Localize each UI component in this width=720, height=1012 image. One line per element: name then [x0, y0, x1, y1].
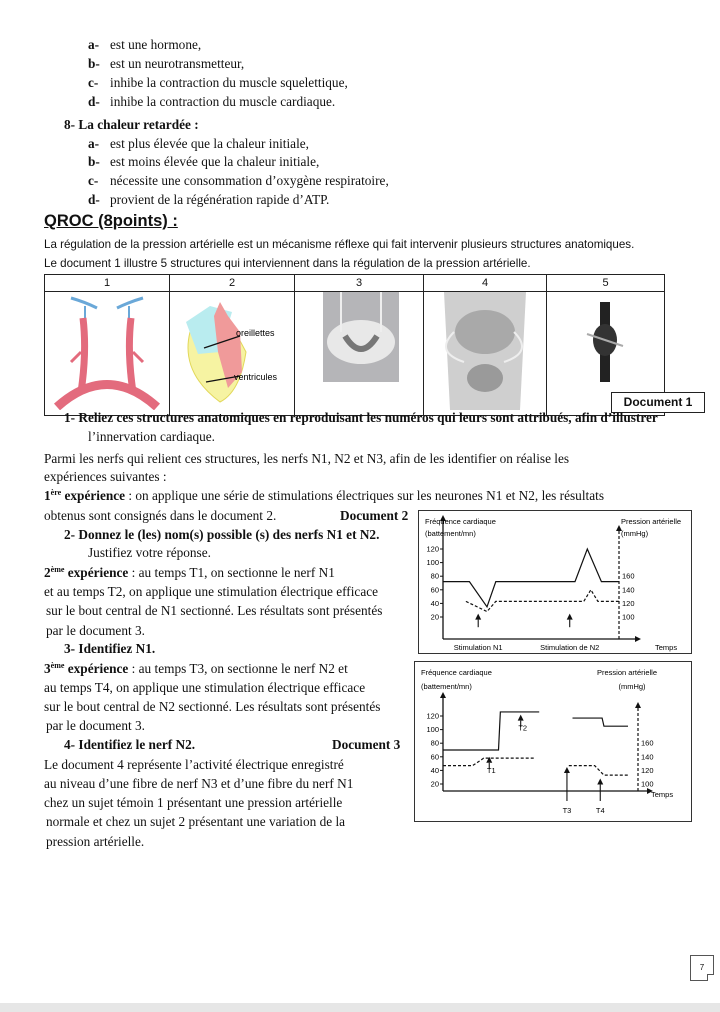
arrow-up-icon — [597, 779, 603, 785]
option-label: b- — [88, 56, 100, 71]
option-b — [88, 56, 244, 72]
paragraph-nerfs: Parmi les nerfs qui relient ces structures, les nerfs N1, N2 et N3, afin de les identifier on réalise les — [44, 451, 570, 466]
paragraph-doc4-2: au niveau d’une fibre de nerf N3 et d’une fibre du nerf N1 — [44, 776, 354, 791]
col-header: 1 — [45, 275, 170, 292]
heart-rate-line — [573, 718, 629, 726]
exp-title: expérience — [64, 565, 129, 580]
option-label: a- — [88, 136, 100, 151]
option-text: inhibe la contraction du muscle cardiaque. — [110, 94, 336, 109]
annotation-label: T3 — [562, 806, 572, 815]
question-2-cont: Justifiez votre réponse. — [88, 545, 211, 560]
y-tick-label-left: 120 — [426, 711, 439, 721]
document-2-chart-svg — [419, 511, 691, 653]
q8-option-c — [88, 173, 389, 189]
y-tick-label-left: 40 — [430, 765, 439, 775]
arrow-up-icon — [564, 767, 570, 773]
y-tick-label-right: 100 — [622, 612, 635, 622]
heart-label-ventricules: ventricules — [234, 372, 278, 382]
page-number: 7 — [690, 955, 714, 981]
question-2 — [64, 527, 379, 543]
qroc-intro-1: La régulation de la pression artérielle est un mécanisme réflexe qui fait intervenir plusieurs structures anatomiques. — [44, 238, 635, 251]
col-header: 2 — [170, 275, 295, 292]
option-c — [88, 75, 348, 91]
y-tick-label-right: 140 — [641, 752, 654, 762]
y-axis-right-unit: (mmHg) — [618, 682, 646, 691]
y-axis-left-unit: (battement/mn) — [421, 682, 472, 691]
exp-text: : on applique une série de stimulations électriques sur les neurones N1 et N2, les résultats — [125, 488, 604, 503]
option-text: est un neurotransmetteur, — [110, 56, 245, 71]
y-tick-label-right: 140 — [622, 585, 635, 595]
question-2-text: 2- Donnez le (les) nom(s) possible (s) des nerfs N1 et N2. — [64, 527, 380, 542]
y-tick-label-left: 60 — [430, 585, 439, 595]
y-tick-label-left: 80 — [430, 571, 439, 581]
question-1-cont: l’innervation cardiaque. — [88, 429, 216, 444]
option-label: c- — [88, 173, 99, 188]
exp-sup: ème — [50, 661, 65, 670]
option-label: b- — [88, 154, 100, 169]
y-axis-right-title: Pression artérielle — [596, 668, 658, 677]
experience-2-line4: par le document 3. — [46, 623, 145, 638]
exp-title: expérience — [61, 488, 126, 503]
y-tick-label-left: 80 — [430, 738, 439, 748]
structure-1-arteries-image — [45, 292, 170, 416]
q8-option-b — [88, 154, 319, 170]
option-label: d- — [88, 192, 100, 207]
y-tick-label-left: 100 — [426, 725, 439, 735]
paragraph-nerfs-cont: expériences suivantes : — [44, 469, 167, 484]
exp-text: : au temps T1, on sectionne le nerf N1 — [128, 565, 335, 580]
exp-sup: ème — [50, 565, 65, 574]
y-tick-label-left: 20 — [430, 779, 439, 789]
y-tick-label-right: 100 — [641, 779, 654, 789]
annotation-label: T4 — [595, 806, 605, 815]
y-axis-left-title: Fréquence cardiaque — [421, 668, 492, 677]
question-1 — [64, 410, 658, 426]
heart-label-oreillettes: oreillettes — [236, 328, 275, 338]
experience-3-line4: par le document 3. — [46, 718, 145, 733]
option-text: est plus élevée que la chaleur initiale, — [110, 136, 309, 151]
question-8-title: 8- La chaleur retardée : — [64, 117, 199, 132]
y-tick-label-left: 40 — [430, 598, 439, 608]
option-text: est une hormone, — [110, 37, 202, 52]
col-header: 5 — [547, 275, 665, 292]
experience-3-line2: au temps T4, on applique une stimulation électrique efficace — [44, 680, 366, 695]
paragraph-doc4-3: chez un sujet témoin 1 présentant une pression artérielle — [44, 795, 343, 810]
paragraph-doc4-5: pression artérielle. — [46, 834, 145, 849]
arrow-up-icon — [518, 715, 524, 721]
exp-title: expérience — [64, 661, 129, 676]
option-d — [88, 94, 335, 110]
option-text: nécessite une consommation d’oxygène respiratoire, — [110, 173, 389, 188]
experience-2-line2: et au temps T2, on applique une stimulation électrique efficace — [44, 584, 379, 599]
question-4 — [64, 737, 195, 753]
y-tick-label-left: 20 — [430, 612, 439, 622]
document-2-label: Document 2 — [340, 508, 409, 523]
experience-2-line3: sur le bout central de N1 sectionné. Les résultats sont présentés — [46, 603, 383, 618]
structure-2-heart-image — [170, 292, 295, 416]
option-text: est moins élevée que la chaleur initiale, — [110, 154, 320, 169]
y-axis-left-unit: (battement/mn) — [425, 529, 476, 538]
option-label: a- — [88, 37, 100, 52]
x-axis-title: Temps — [655, 643, 678, 652]
option-text: inhibe la contraction du muscle squelettique, — [110, 75, 348, 90]
y-tick-label-right: 160 — [641, 738, 654, 748]
arrow-up-icon — [475, 614, 481, 620]
y-tick-label-right: 120 — [641, 765, 654, 775]
y-tick-label-right: 120 — [622, 598, 635, 608]
annotation-label: T1 — [486, 765, 496, 775]
experience-3-line3: sur le bout central de N2 sectionné. Les résultats sont présentés — [44, 699, 381, 714]
y-axis-arrow-icon — [440, 692, 446, 698]
structure-3-spinal-cord-image — [295, 292, 424, 416]
question-1-text: 1- Reliez ces structures anatomiques en reproduisant les numéros qui leurs sont attribués, afin d’illustrer — [64, 410, 658, 425]
annotation-label: Stimulation N1 — [453, 643, 503, 652]
question-4-text: 4- Identifiez le nerf N2. — [64, 737, 196, 752]
experience-1-cont: obtenus sont consignés dans le document 2. — [44, 508, 277, 523]
qroc-title: QROC (8points) : — [44, 212, 178, 230]
structure-4-brain-image — [424, 292, 547, 416]
qroc-intro-2: Le document 1 illustre 5 structures qui interviennent dans la régulation de la pression artérielle. — [44, 257, 531, 270]
bottom-bar — [0, 1003, 720, 1012]
y-tick-label-left: 60 — [430, 752, 439, 762]
document-3-label: Document 3 — [332, 737, 401, 752]
y-tick-label-left: 100 — [426, 558, 439, 568]
option-label: c- — [88, 75, 99, 90]
option-label: d- — [88, 94, 100, 109]
exp-text: : au temps T3, on sectionne le nerf N2 et — [128, 661, 348, 676]
experience-3 — [44, 661, 348, 677]
y-axis-right-title: Pression artérielle — [621, 517, 682, 526]
y-axis-right-arrow-icon — [635, 702, 641, 708]
heart-rate-line — [443, 549, 619, 607]
exp-num: 2 — [44, 565, 51, 580]
question-3 — [64, 641, 155, 657]
col-header: 4 — [424, 275, 547, 292]
q8-option-d — [88, 192, 329, 208]
document-3-chart — [414, 661, 692, 822]
experience-2 — [44, 565, 335, 581]
y-axis-left-title: Fréquence cardiaque — [425, 517, 496, 526]
x-axis-title: Temps — [651, 790, 674, 799]
q8-option-a — [88, 136, 309, 152]
arrow-up-icon — [567, 614, 573, 620]
y-tick-label-right: 160 — [622, 571, 635, 581]
exp-num: 3 — [44, 661, 51, 676]
option-text: provient de la régénération rapide d’ATP. — [110, 192, 330, 207]
x-axis-arrow-icon — [635, 636, 641, 642]
document-3-chart-svg — [415, 662, 691, 821]
option-a — [88, 37, 201, 53]
paragraph-doc4-1: Le document 4 représente l’activité électrique enregistré — [44, 757, 344, 772]
document-1-label: Document 1 — [611, 392, 705, 413]
exp-num: 1 — [44, 488, 51, 503]
question-3-text: 3- Identifiez N1. — [64, 641, 156, 656]
pressure-line — [569, 766, 628, 776]
col-header: 3 — [295, 275, 424, 292]
experience-1 — [44, 488, 604, 504]
annotation-label: Stimulation de N2 — [540, 643, 600, 652]
y-axis-right-unit: (mmHg) — [621, 529, 649, 538]
annotation-label: T2 — [518, 723, 528, 733]
exp-sup: ère — [50, 488, 62, 497]
document-2-chart — [418, 510, 692, 654]
y-tick-label-left: 120 — [426, 544, 439, 554]
document-1-table — [44, 274, 665, 416]
paragraph-doc4-4: normale et chez un sujet 2 présentant une variation de la — [46, 814, 346, 829]
